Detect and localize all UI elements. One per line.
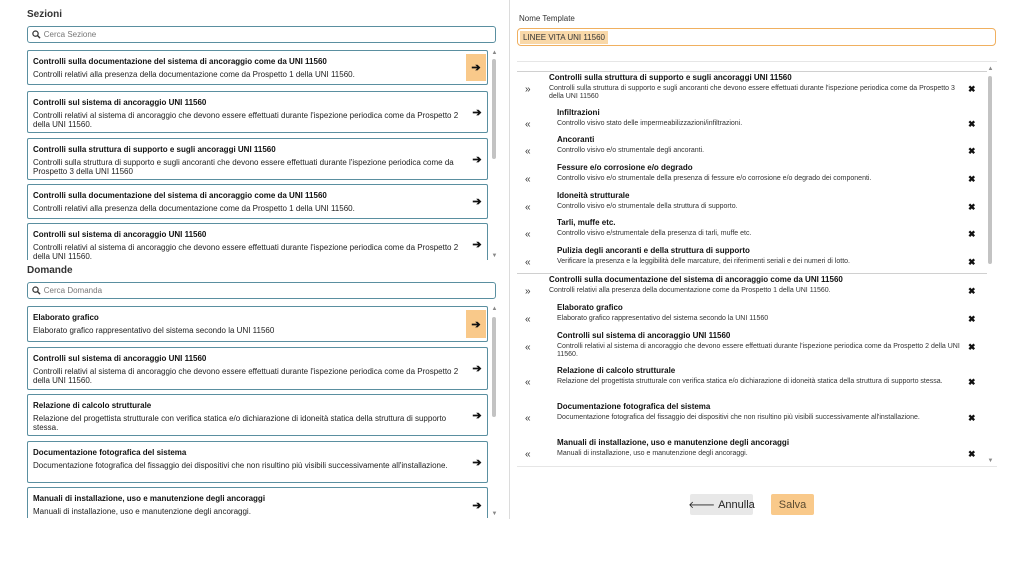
scroll-up-icon[interactable]: ▲ [491,306,498,312]
back-arrow-icon: 🡐 [688,499,716,511]
delete-icon[interactable]: ✖ [968,449,976,459]
question-card[interactable] [27,306,488,342]
scroll-thumb[interactable] [492,59,496,159]
section-card[interactable] [27,138,488,180]
section-card-desc: Controlli sulla struttura di supporto e sugli ancoranti che devono essere effettuati durante l'ispezione periodica come da Prospetto 3 della UNI 11560 [33,158,454,176]
row-desc: Controllo visivo e/strumentale della presenza di tarli, muffe etc. [557,230,752,237]
delete-icon[interactable]: ✖ [968,84,976,94]
sections-title: Sezioni [27,9,63,20]
row-title: Tarli, muffe etc. [557,218,616,227]
template-name-value: LINEE VITA UNI 11560 [520,31,608,44]
question-card-title: Elaborato grafico [33,313,99,322]
row-desc: Controllo visivo e/o strumentale della presenza di fessure e/o corrosione e/o degrado dei componenti. [557,175,872,182]
remove-question-icon[interactable]: « [525,413,531,424]
template-question-row [517,134,987,161]
remove-question-icon[interactable]: « [525,314,531,325]
section-search-input[interactable] [44,30,495,39]
question-card[interactable] [27,441,488,483]
delete-icon[interactable]: ✖ [968,202,976,212]
row-title: Documentazione fotografica del sistema [557,402,711,411]
delete-icon[interactable]: ✖ [968,377,976,387]
scroll-up-icon[interactable]: ▲ [987,66,994,72]
template-section-row [517,273,987,300]
template-question-row [517,365,987,399]
template-scrollbar[interactable] [987,66,994,466]
section-card-title: Controlli sulla struttura di supporto e sugli ancoraggi UNI 11560 [33,145,276,154]
question-card-title: Relazione di calcolo strutturale [33,401,152,410]
delete-icon[interactable]: ✖ [968,257,976,267]
delete-icon[interactable]: ✖ [968,413,976,423]
row-title: Controlli sulla documentazione del sistema di ancoraggio come da UNI 11560 [549,275,843,284]
template-name-label: Nome Template [519,14,575,23]
row-desc: Elaborato grafico rappresentativo del sistema secondo la UNI 11560 [557,315,769,322]
row-desc: Manuali di installazione, uso e manutenzione degli ancoraggi. [557,450,748,457]
search-icon [32,30,41,39]
question-search-input[interactable] [44,286,495,295]
section-card-title: Controlli sul sistema di ancoraggio UNI 11560 [33,230,207,239]
row-desc: Controlli relativi al sistema di ancoraggio che devono essere effettuati durante l'ispezione periodica come da Prospetto 2 della UNI 11560. [557,343,960,358]
row-desc: Verificare la presenza e la leggibilità delle marcature, dei riferimenti seriali e dei numeri di lotto. [557,258,850,265]
row-title: Fessure e/o corrosione e/o degrado [557,163,693,172]
question-card-desc: Elaborato grafico rappresentativo del sistema secondo la UNI 11560 [33,326,275,335]
row-title: Manuali di installazione, uso e manutenzione degli ancoraggi [557,438,790,447]
question-card-title: Documentazione fotografica del sistema [33,448,187,457]
row-title: Ancoranti [557,135,595,144]
row-desc: Controllo visivo e/o strumentale della struttura di supporto. [557,203,738,210]
section-card[interactable] [27,91,488,133]
section-card-title: Controlli sul sistema di ancoraggio UNI 11560 [33,98,207,107]
scroll-down-icon[interactable]: ▼ [987,458,994,464]
questions-list[interactable] [27,306,489,518]
question-card-desc: Relazione del progettista strutturale con verifica statica e/o dichiarazione di idoneità statica della struttura di supporto stessa. [33,414,447,432]
question-card[interactable] [27,487,488,518]
question-card[interactable] [27,394,488,436]
delete-icon[interactable]: ✖ [968,146,976,156]
sections-scrollbar[interactable] [491,50,498,260]
delete-icon[interactable]: ✖ [968,229,976,239]
row-desc: Controlli sulla struttura di supporto e sugli ancoranti che devono essere effettuati durante l'ispezione periodica come da Prospetto 3 della UNI 11560 [549,85,955,100]
expand-section-icon[interactable]: » [525,84,531,95]
delete-icon[interactable]: ✖ [968,119,976,129]
question-card-desc: Manuali di installazione, uso e manutenzione degli ancoraggi. [33,507,251,516]
scroll-down-icon[interactable]: ▼ [491,253,498,259]
scroll-up-icon[interactable]: ▲ [491,50,498,56]
add-question-arrow-icon[interactable]: ➔ [472,499,482,512]
template-rows-list[interactable] [517,61,997,467]
row-desc: Relazione del progettista strutturale con verifica statica e/o dichiarazione di idoneità statica della struttura di supporto stessa. [557,378,943,385]
row-desc: Documentazione fotografica del fissaggio dei dispositivi che non risultino più visibili successivamente all'installazione. [557,414,920,421]
question-card-title: Manuali di installazione, uso e manutenzione degli ancoraggi [33,494,266,503]
save-button[interactable] [771,494,814,515]
section-card-desc: Controlli relativi al sistema di ancoraggio che devono essere effettuati durante l'ispezione periodica come da Prospetto 2 della UNI 11560. [33,243,459,260]
template-question-row [517,330,987,364]
template-question-row [517,190,987,217]
template-question-row [517,401,987,435]
remove-question-icon[interactable]: « [525,119,531,130]
row-title: Infiltrazioni [557,108,600,117]
add-section-arrow-icon[interactable]: ➔ [472,153,482,166]
remove-question-icon[interactable]: « [525,257,531,268]
template-question-row [517,107,987,134]
row-title: Pulizia degli ancoranti e della struttura di supporto [557,246,750,255]
delete-icon[interactable]: ✖ [968,286,976,296]
remove-question-icon[interactable]: « [525,342,531,353]
question-search-box[interactable] [27,282,496,299]
delete-icon[interactable]: ✖ [968,174,976,184]
scroll-down-icon[interactable]: ▼ [491,511,498,517]
add-question-arrow-icon[interactable]: ➔ [472,363,482,375]
section-card-title: Controlli sulla documentazione del sistema di ancoraggio come da UNI 11560 [33,191,327,200]
save-label: Salva [778,498,807,511]
questions-scrollbar[interactable] [491,306,498,518]
delete-icon[interactable]: ✖ [968,314,976,324]
remove-question-icon[interactable]: « [525,146,531,157]
scroll-thumb[interactable] [492,317,496,417]
add-section-arrow-icon[interactable]: ➔ [472,196,482,208]
add-question-arrow-icon[interactable]: ➔ [472,409,482,422]
row-title: Relazione di calcolo strutturale [557,366,676,375]
questions-title: Domande [27,265,73,276]
row-title: Elaborato grafico [557,303,623,312]
section-card[interactable] [27,184,488,219]
sections-list[interactable] [27,50,489,260]
remove-question-icon[interactable]: « [525,174,531,185]
add-question-arrow-icon[interactable]: ➔ [466,310,486,338]
section-card-desc: Controlli relativi al sistema di ancoraggio che devono essere effettuati durante l'ispezione periodica come da Prospetto 2 della UNI 11560. [33,111,459,129]
expand-section-icon[interactable]: » [525,286,531,297]
template-section-row [517,71,987,105]
cancel-label: Annulla [718,498,755,511]
add-section-arrow-icon[interactable]: ➔ [466,54,486,81]
delete-icon[interactable]: ✖ [968,342,976,352]
template-question-row [517,162,987,189]
row-title: Controlli sul sistema di ancoraggio UNI 11560 [557,331,731,340]
section-card[interactable] [27,223,488,260]
template-question-row [517,302,987,329]
question-card-title: Controlli sul sistema di ancoraggio UNI 11560 [33,354,207,363]
section-card-desc: Controlli relativi alla presenza della documentazione come da Prospetto 1 della UNI 11560. [33,204,355,213]
search-icon [32,286,41,295]
remove-question-icon[interactable]: « [525,377,531,388]
remove-question-icon[interactable]: « [525,229,531,240]
section-search-box[interactable] [27,26,496,43]
add-section-arrow-icon[interactable]: ➔ [472,238,482,251]
row-desc: Controllo visivo stato delle impermeabilizzazioni/infiltrazioni. [557,120,743,127]
scroll-thumb[interactable] [988,76,992,264]
question-card-desc: Controlli relativi al sistema di ancoraggio che devono essere effettuati durante l'ispezione periodica come da Prospetto 2 della UNI 11560. [33,367,459,385]
section-card[interactable] [27,50,488,85]
template-question-row [517,245,987,272]
row-title: Controlli sulla struttura di supporto e sugli ancoraggi UNI 11560 [549,73,792,82]
question-card-desc: Documentazione fotografica del fissaggio dei dispositivi che non risultino più visibili successivamente all'installazione. [33,461,448,470]
section-card-title: Controlli sulla documentazione del sistema di ancoraggio come da UNI 11560 [33,57,327,66]
section-card-desc: Controlli relativi alla presenza della documentazione come da Prospetto 1 della UNI 11560. [33,70,355,79]
panel-divider [509,0,510,519]
add-section-arrow-icon[interactable]: ➔ [472,106,482,119]
row-desc: Controllo visivo e/o strumentale degli ancoranti. [557,147,705,154]
template-question-row [517,437,987,467]
template-name-input[interactable] [517,28,996,46]
row-desc: Controlli relativi alla presenza della documentazione come da Prospetto 1 della UNI 11560. [549,287,831,294]
template-question-row [517,217,987,244]
remove-question-icon[interactable]: « [525,202,531,213]
add-question-arrow-icon[interactable]: ➔ [472,456,482,469]
cancel-button[interactable] [690,494,753,515]
remove-question-icon[interactable]: « [525,449,531,460]
question-card[interactable] [27,347,488,390]
row-title: Idoneità strutturale [557,191,630,200]
